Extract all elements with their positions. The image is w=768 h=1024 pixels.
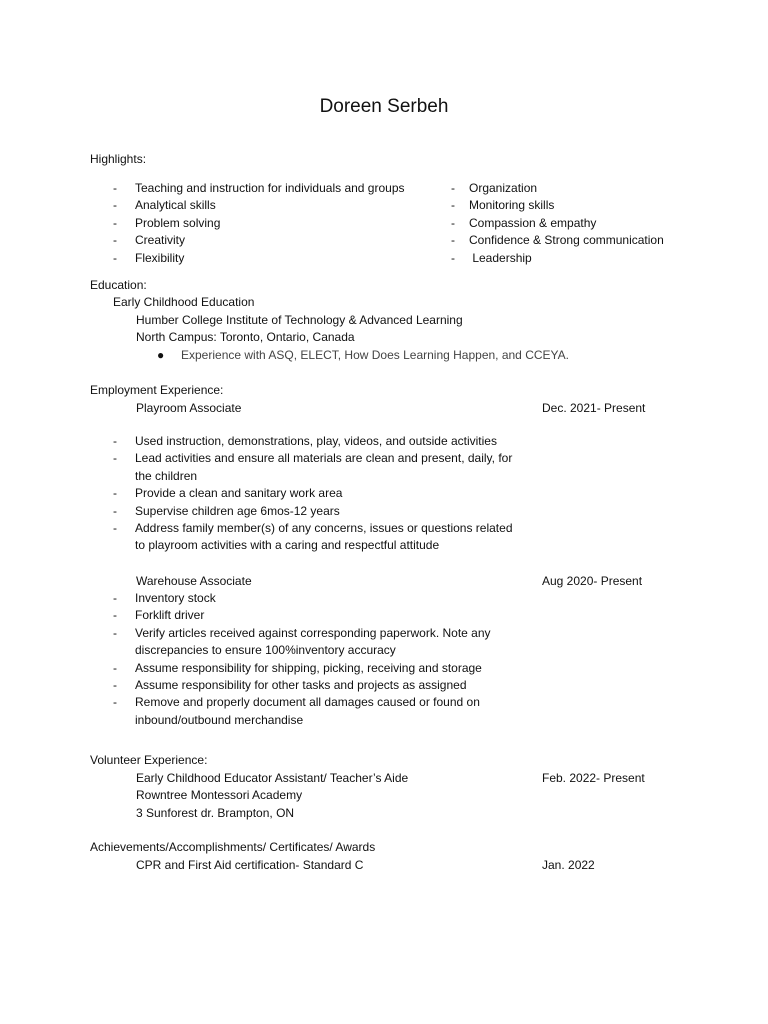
education-school: Humber College Institute of Technology & Advanced Learning [136, 313, 463, 327]
list-item: - Organization [451, 181, 538, 195]
achievement-date: Jan. 2022 [542, 858, 595, 872]
list-item: - Monitoring skills [451, 198, 555, 213]
list-item: - Problem solving [113, 215, 221, 230]
education-campus: North Campus: Toronto, Ontario, Canada [136, 330, 355, 344]
job-title: Playroom Associate [136, 401, 242, 415]
list-item: - Verify articles received against corresponding paperwork. Note any discrepancies to ensure 100%inventory accuracy [113, 625, 491, 658]
list-item: - Lead activities and ensure all materials are clean and present, daily, for the children [113, 451, 513, 483]
employment-heading: Employment Experience: [90, 383, 224, 397]
list-item: - Forklift driver [113, 608, 205, 623]
list-item: - Remove and properly document all damages caused or found on inbound/outbound merchandise [113, 695, 480, 727]
highlights-left-list [113, 180, 433, 267]
list-item: - Analytical skills [113, 198, 216, 213]
list-item: - Inventory stock [113, 591, 216, 605]
job-title: Warehouse Associate [136, 574, 252, 588]
education-note: Experience with ASQ, ELECT, How Does Learning Happen, and CCEYA. [181, 348, 569, 362]
job-date: Aug 2020- Present [542, 574, 643, 588]
list-item: - Creativity [113, 233, 186, 248]
volunteer-title: Early Childhood Educator Assistant/ Teacher’s Aide [136, 771, 409, 785]
education-program: Early Childhood Education [113, 295, 255, 309]
list-item: - Flexibility [113, 250, 185, 265]
volunteer-date: Feb. 2022- Present [542, 771, 645, 785]
list-item: - Leadership [451, 250, 532, 265]
resume-name: Doreen Serbeh [319, 96, 449, 117]
list-item: - Teaching and instruction for individuals and groups [113, 181, 405, 195]
volunteer-address: 3 Sunforest dr. Brampton, ON [136, 806, 295, 820]
volunteer-org: Rowntree Montessori Academy [136, 788, 303, 802]
highlights-right-list [451, 180, 711, 267]
list-item: - Provide a clean and sanitary work area [113, 486, 343, 501]
job-date: Dec. 2021- Present [542, 401, 646, 415]
volunteer-heading: Volunteer Experience: [90, 753, 208, 767]
list-item: - Assume responsibility for other tasks and projects as assigned [113, 678, 467, 693]
job-duties-list [113, 590, 523, 729]
list-item: - Compassion & empathy [451, 215, 597, 230]
list-item: - Assume responsibility for shipping, picking, receiving and storage [113, 660, 482, 675]
bullet-dot-icon: ● [157, 348, 165, 362]
achievement-item: CPR and First Aid certification- Standard C [136, 858, 364, 872]
highlights-heading: Highlights: [90, 152, 147, 166]
list-item: - Used instruction, demonstrations, play, videos, and outside activities [113, 434, 497, 448]
job-duties-list [113, 433, 523, 555]
education-heading: Education: [90, 278, 147, 292]
list-item: - Supervise children age 6mos-12 years [113, 503, 340, 518]
achievements-heading: Achievements/Accomplishments/ Certificates/ Awards [90, 840, 376, 854]
list-item: - Confidence & Strong communication [451, 233, 664, 248]
list-item: - Address family member(s) of any concerns, issues or questions related to playroom activities with a caring and respectful attitude [113, 521, 513, 553]
